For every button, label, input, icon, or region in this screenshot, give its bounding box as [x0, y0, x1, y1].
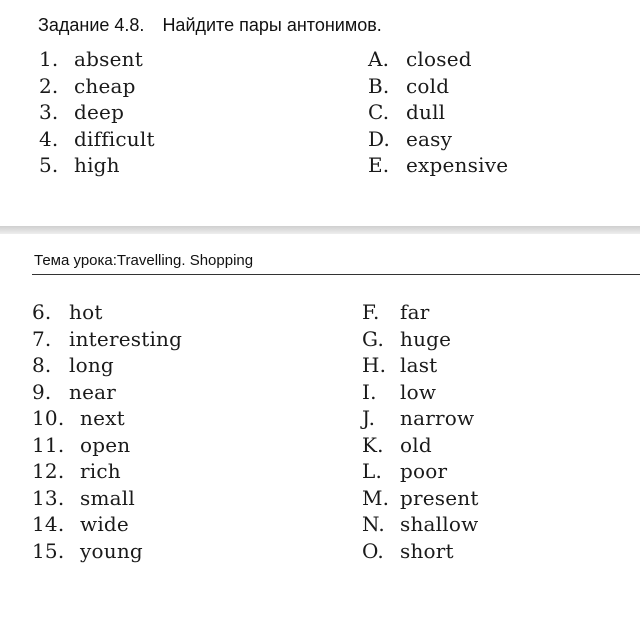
item-word: huge	[400, 326, 452, 351]
item-number: 1.	[39, 47, 59, 71]
bottom-left-word-list	[32, 299, 182, 564]
list-item	[32, 485, 182, 512]
task-number: Задание 4.8.	[38, 15, 145, 35]
title-underline	[32, 274, 640, 275]
item-number: 15.	[32, 538, 65, 563]
item-letter: C.	[368, 100, 390, 124]
item-word: cold	[406, 73, 450, 98]
list-item	[368, 152, 508, 179]
list-item	[368, 46, 508, 73]
item-letter: M.	[362, 485, 390, 510]
list-item	[362, 299, 479, 326]
item-letter: O.	[362, 538, 384, 563]
item-number: 7.	[32, 326, 52, 351]
item-word: present	[400, 485, 479, 510]
list-item	[32, 405, 182, 432]
item-letter: A.	[368, 47, 390, 71]
item-word: shallow	[400, 512, 479, 536]
item-word: low	[400, 379, 437, 404]
bottom-sheet	[0, 234, 640, 640]
list-item	[362, 485, 479, 512]
item-word: last	[400, 353, 438, 377]
list-item	[362, 538, 479, 565]
item-letter: F.	[362, 300, 380, 324]
item-number: 10.	[32, 406, 65, 430]
item-word: cheap	[74, 73, 136, 98]
item-word: small	[80, 485, 135, 510]
list-item	[32, 379, 182, 406]
item-number: 12.	[32, 459, 65, 483]
item-word: wide	[80, 512, 129, 536]
list-item	[368, 126, 508, 153]
item-word: open	[80, 432, 131, 457]
top-sheet	[0, 0, 640, 226]
list-item	[32, 352, 182, 379]
task-heading	[38, 15, 382, 36]
list-item	[32, 299, 182, 326]
list-item	[32, 511, 182, 538]
list-item	[362, 352, 479, 379]
item-word: old	[400, 432, 432, 457]
item-number: 3.	[39, 100, 59, 124]
item-number: 2.	[39, 73, 59, 98]
item-letter: D.	[368, 126, 391, 151]
list-item	[362, 432, 479, 459]
item-word: long	[69, 353, 114, 377]
item-letter: E.	[368, 153, 390, 177]
item-word: poor	[400, 459, 448, 483]
item-word: rich	[80, 459, 121, 483]
page-gap	[0, 226, 640, 234]
list-item	[362, 458, 479, 485]
bottom-right-word-list	[362, 299, 479, 564]
item-word: deep	[74, 100, 125, 124]
item-word: narrow	[400, 406, 475, 430]
item-word: difficult	[74, 126, 155, 151]
list-item	[362, 405, 479, 432]
item-number: 8.	[32, 353, 52, 377]
list-item	[32, 458, 182, 485]
list-item	[362, 511, 479, 538]
item-number: 6.	[32, 300, 52, 324]
list-item	[39, 126, 155, 153]
task-instruction: Найдите пары антонимов.	[162, 15, 382, 35]
item-word: short	[400, 538, 454, 563]
item-letter: H.	[362, 353, 387, 377]
item-letter: L.	[362, 459, 383, 483]
item-word: interesting	[69, 326, 183, 351]
item-word: high	[74, 153, 120, 177]
item-word: near	[69, 379, 117, 404]
item-number: 9.	[32, 379, 52, 404]
item-letter: I.	[362, 379, 377, 404]
item-word: hot	[69, 300, 103, 324]
list-item	[32, 326, 182, 353]
item-word: far	[400, 300, 430, 324]
list-item	[39, 152, 155, 179]
item-number: 5.	[39, 153, 59, 177]
item-letter: J.	[362, 406, 376, 430]
top-right-word-list	[368, 46, 508, 179]
list-item	[368, 73, 508, 100]
item-word: young	[80, 538, 143, 563]
list-item	[32, 432, 182, 459]
item-word: closed	[406, 47, 472, 71]
top-left-word-list	[39, 46, 155, 179]
item-number: 11.	[32, 432, 65, 457]
item-number: 14.	[32, 512, 65, 536]
item-number: 13.	[32, 485, 65, 510]
item-letter: G.	[362, 326, 385, 351]
item-word: absent	[74, 47, 143, 71]
item-word: expensive	[406, 153, 509, 177]
item-letter: B.	[368, 73, 390, 98]
item-word: dull	[406, 100, 446, 124]
list-item	[32, 538, 182, 565]
item-word: next	[80, 406, 125, 430]
list-item	[39, 99, 155, 126]
list-item	[39, 73, 155, 100]
list-item	[368, 99, 508, 126]
item-letter: K.	[362, 432, 384, 457]
lesson-title: Тема урока:Travelling. Shopping	[34, 252, 254, 269]
list-item	[362, 379, 479, 406]
item-word: easy	[406, 126, 453, 151]
item-letter: N.	[362, 512, 385, 536]
item-number: 4.	[39, 126, 59, 151]
list-item	[39, 46, 155, 73]
list-item	[362, 326, 479, 353]
